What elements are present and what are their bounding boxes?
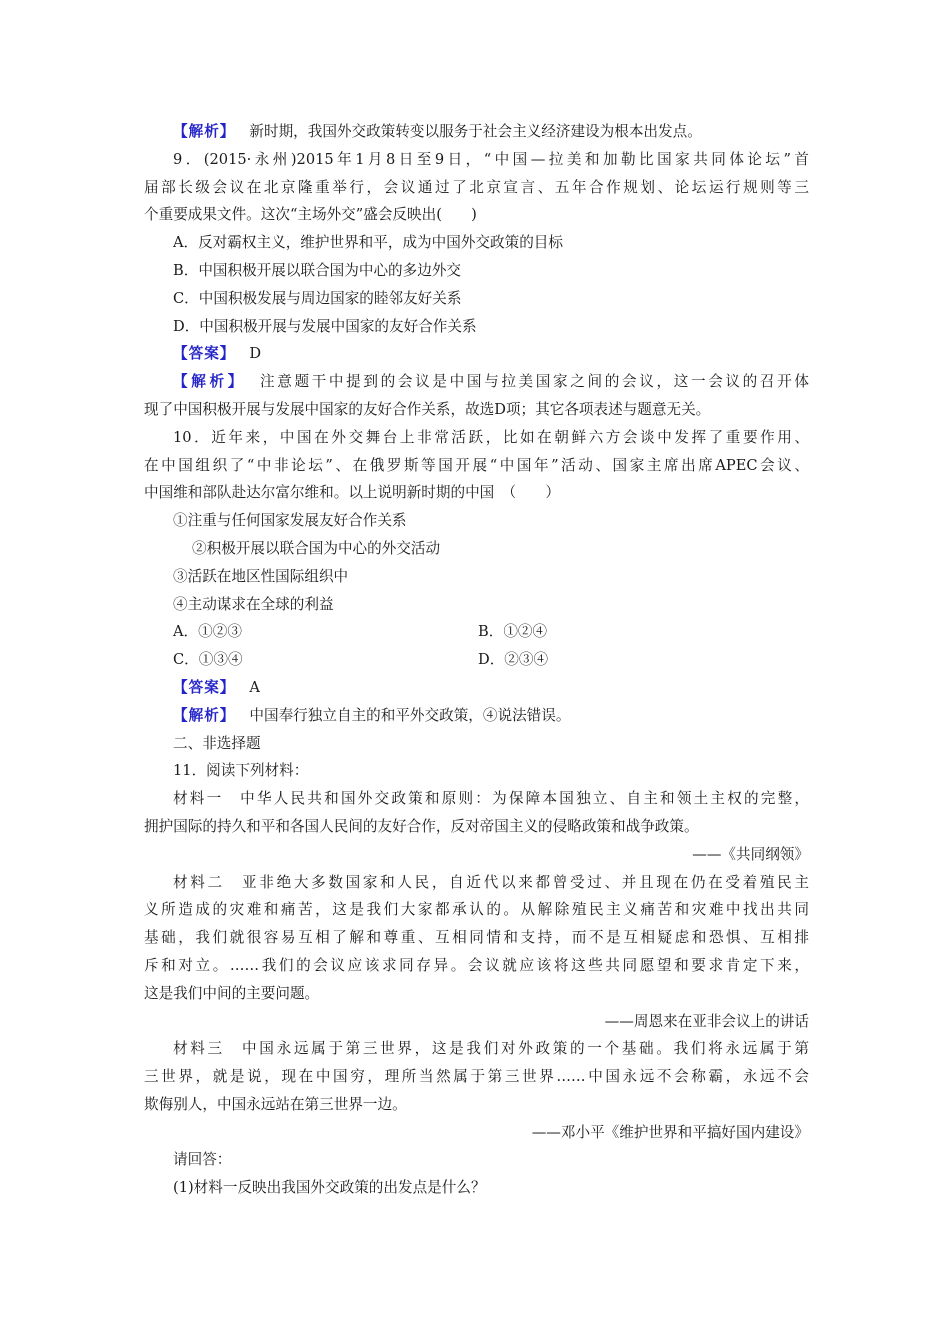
material-2-line-5: 这是我们中间的主要问题。 (144, 984, 320, 1002)
q11-intro: 11．阅读下列材料： (173, 762, 309, 780)
q9-stem-line-2: 届部长级会议在北京隆重举行，会议通过了北京宣言、五年合作规划、论坛运行规则等三 (144, 178, 809, 196)
analysis-text: 注意题干中提到的会议是中国与拉美国家之间的会议，这一会议的召开体 (259, 373, 809, 391)
q9-stem-line-1: 9．(2015·永州)2015年1月8日至9日，“中国—拉美和加勒比国家共同体论坛”首 (173, 150, 809, 168)
q10-answer (144, 674, 809, 702)
material-2-source: ——周恩来在亚非会议上的讲话 (604, 1012, 809, 1030)
q10-stem-line-1: 10．近年来，中国在外交舞台上非常活跃，比如在朝鲜六方会谈中发挥了重要作用、 (173, 428, 809, 446)
q10-item-3: ③活跃在地区性国际组织中 (173, 567, 349, 585)
q10-options-row-2 (144, 646, 809, 674)
q9-analysis-line-1 (144, 368, 809, 396)
material-2-line-4: 斥和对立。……我们的会议应该求同存异。会议就应该将这些共同愿望和要求肯定下来， (144, 956, 809, 974)
analysis-text: 新时期，我国外交政策转变以服务于社会主义经济建设为根本出发点。 (249, 123, 702, 140)
material-2-line-1: 材料二 亚非绝大多数国家和人民，自近代以来都曾受过、并且现在仍在受着殖民主 (173, 873, 809, 891)
q11-sub-question-1: (1)材料一反映出我国外交政策的出发点是什么？ (173, 1179, 486, 1197)
q10-item-4: ④主动谋求在全球的利益 (173, 595, 334, 613)
q9-analysis-line-2: 现了中国积极开展与发展中国家的友好合作关系，故选D项；其它各项表述与题意无关。 (144, 400, 711, 418)
section-heading: 二、非选择题 (173, 734, 261, 752)
q10-stem-line-2: 在中国组织了“中非论坛”、在俄罗斯等国开展“中国年”活动、国家主席出席APEC会议、 (144, 456, 809, 474)
q10-option-d: D．②③④ (478, 651, 549, 669)
material-2-line-2: 义所造成的灾难和痛苦，这是我们大家都承认的。从解除殖民主义痛苦和灾难中找出共同 (144, 901, 809, 919)
q9-option-b: B．中国积极开展以联合国为中心的多边外交 (173, 261, 462, 279)
q9-option-a: A．反对霸权主义，维护世界和平，成为中国外交政策的目标 (173, 234, 563, 252)
analysis-tag: 【解析】 (173, 706, 236, 724)
q10-option-a: A．①②③ (173, 623, 242, 641)
q8-analysis (144, 118, 809, 146)
material-3-source: ——邓小平《维护世界和平搞好国内建设》 (531, 1123, 809, 1141)
q10-option-b: B．①②④ (478, 623, 548, 641)
answer-tag: 【答案】 (173, 678, 236, 696)
q11-ask: 请回答： (173, 1151, 232, 1169)
q10-options-row-1 (144, 618, 809, 646)
analysis-text: 中国奉行独立自主的和平外交政策，④说法错误。 (249, 706, 571, 724)
material-3-line-1: 材料三 中国永远属于第三世界，这是我们对外政策的一个基础。我们将永远属于第 (173, 1040, 809, 1058)
q10-item-1: ①注重与任何国家发展友好合作关系 (173, 512, 407, 530)
q10-item-2: ②积极开展以联合国为中心的外交活动 (192, 539, 441, 557)
answer-tag: 【答案】 (173, 345, 236, 363)
q9-stem-line-3: 个重要成果文件。这次“主场外交”盛会反映出( ) (144, 206, 477, 224)
material-3-line-3: 欺侮别人，中国永远站在第三世界一边。 (144, 1095, 407, 1113)
material-1-line-2: 拥护国际的持久和平和各国人民间的友好合作，反对帝国主义的侵略政策和战争政策。 (144, 817, 699, 835)
q9-answer (144, 340, 809, 368)
material-2-line-3: 基础，我们就很容易互相了解和尊重、互相同情和支持，而不是互相疑虑和恐惧、互相排 (144, 929, 809, 947)
q9-option-d: D．中国积极开展与发展中国家的友好合作关系 (173, 317, 477, 335)
document-page (144, 118, 809, 1202)
q10-stem-line-3: 中国维和部队赴达尔富尔维和。以上说明新时期的中国 （ ） (144, 484, 560, 502)
material-1-source: ——《共同纲领》 (692, 845, 809, 863)
q9-option-c: C．中国积极发展与周边国家的睦邻友好关系 (173, 289, 462, 307)
analysis-tag: 【解析】 (173, 373, 246, 391)
q10-analysis (144, 702, 809, 730)
q10-option-c: C．①③④ (173, 651, 243, 669)
answer-value: D (249, 345, 262, 363)
answer-value: A (249, 678, 260, 696)
material-1-line-1: 材料一 中华人民共和国外交政策和原则：为保障本国独立、自主和领土主权的完整， (173, 790, 809, 808)
material-3-line-2: 三世界，就是说，现在中国穷，理所当然属于第三世界……中国永远不会称霸，永远不会 (144, 1068, 809, 1086)
analysis-tag: 【解析】 (173, 123, 236, 140)
